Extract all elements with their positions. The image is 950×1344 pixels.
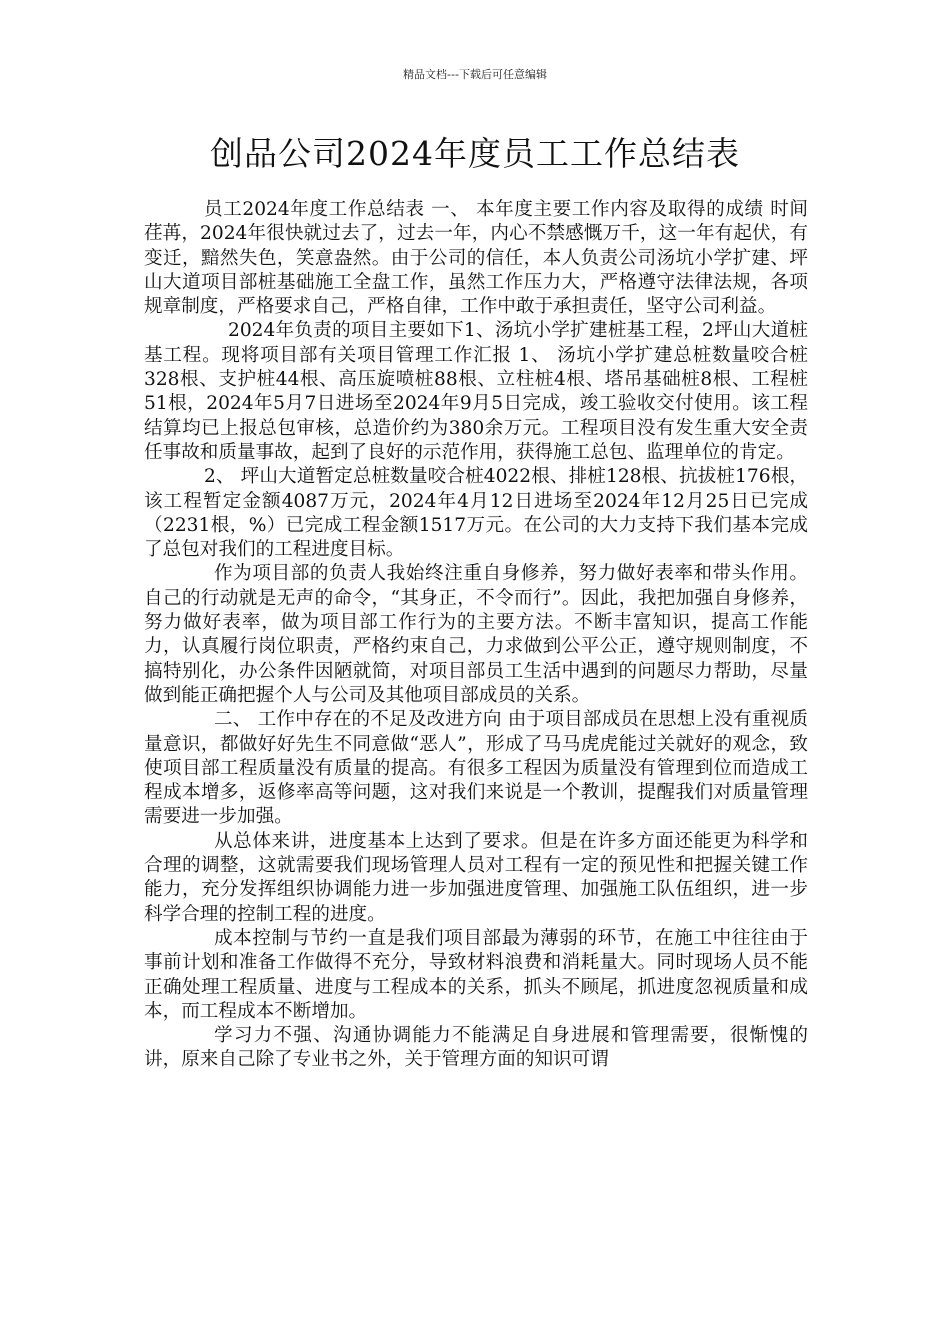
paragraph: 成本控制与节约一直是我们项目部最为薄弱的环节，在施工中往往由于事前计划和准备工作做得不充分，导致材料浪费和消耗量大。同时现场人员不能正确处理工程质量、进度与工程成本的关系，抓头不顾尾，抓进度忽视质量和成本，而工程成本不断增加。	[144, 927, 808, 1022]
paragraph: 从总体来讲，进度基本上达到了要求。但是在许多方面还能更为科学和合理的调整，这就需要我们现场管理人员对工程有一定的预见性和把握关键工作能力，充分发挥组织协调能力进一步加强进度管理、加强施工队伍组织，进一步科学合理的控制工程的进度。	[144, 830, 808, 925]
paragraph: 二、 工作中存在的不足及改进方向 由于项目部成员在思想上没有重视质量意识，都做好好先生不同意做“恶人”，形成了马马虎虎能过关就好的观念，致使项目部工程质量没有质量的提高。有很多工程因为质量没有管理到位而造成工程成本增多，返修率高等问题，这对我们来说是一个教训，提醒我们对质量管理需要进一步加强。	[144, 709, 808, 828]
page-header: 精品文档---下载后可任意编辑	[403, 68, 547, 81]
paragraph: 员工2024年度工作总结表 一、 本年度主要工作内容及取得的成绩 时间荏苒，2024年很快就过去了，过去一年，内心不禁感慨万千，这一年有起伏，有变迁，黯然失色，笑意盎然。由于公司的信任，本人负责公司汤坑小学扩建、坪山大道项目部桩基础施工全盘工作，虽然工作压力大，严格遵守法律法规，各项规章制度，严格要求自己，严格自律，工作中敢于承担责任，坚守公司利益。	[144, 199, 808, 318]
document-title: 创品公司2024年度员工工作总结表	[210, 134, 740, 173]
paragraph: 学习力不强、沟通协调能力不能满足自身进展和管理需要，很惭愧的讲，原来自己除了专业书之外，关于管理方面的知识可谓	[144, 1025, 808, 1071]
paragraph: 2、 坪山大道暂定总桩数量咬合桩4022根、排桩128根、抗拔桩176根，该工程暂定金额4087万元，2024年4月12日进场至2024年12月25日已完成（2231根，%）已完成工程金额1517万元。在公司的大力支持下我们基本完成了总包对我们的工程进度目标。	[144, 466, 808, 561]
document-body	[144, 198, 808, 1073]
paragraph: 作为项目部的负责人我始终注重自身修养，努力做好表率和带头作用。自己的行动就是无声的命令，“其身正，不令而行”。因此，我把加强自身修养，努力做好表率，做为项目部工作行为的主要方法。不断丰富知识，提高工作能力，认真履行岗位职责，严格约束自己，力求做到公平公正，遵守规则制度，不搞特别化，办公条件因陋就简，对项目部员工生活中遇到的问题尽力帮助，尽量做到能正确把握个人与公司及其他项目部成员的关系。	[144, 563, 808, 706]
paragraph: 2024年负责的项目主要如下1、汤坑小学扩建桩基工程，2坪山大道桩基工程。现将项目部有关项目管理工作汇报 1、 汤坑小学扩建总桩数量咬合桩328根、支护桩44根、高压旋喷桩88根、立柱桩4根、塔吊基础桩8根、工程桩51根，2024年5月7日进场至2024年9月5日完成，竣工验收交付使用。该工程结算均已上报总包审核，总造价约为380余万元。工程项目没有发生重大安全责任事故和质量事故，起到了良好的示范作用，获得施工总包、监理单位的肯定。	[144, 320, 808, 463]
